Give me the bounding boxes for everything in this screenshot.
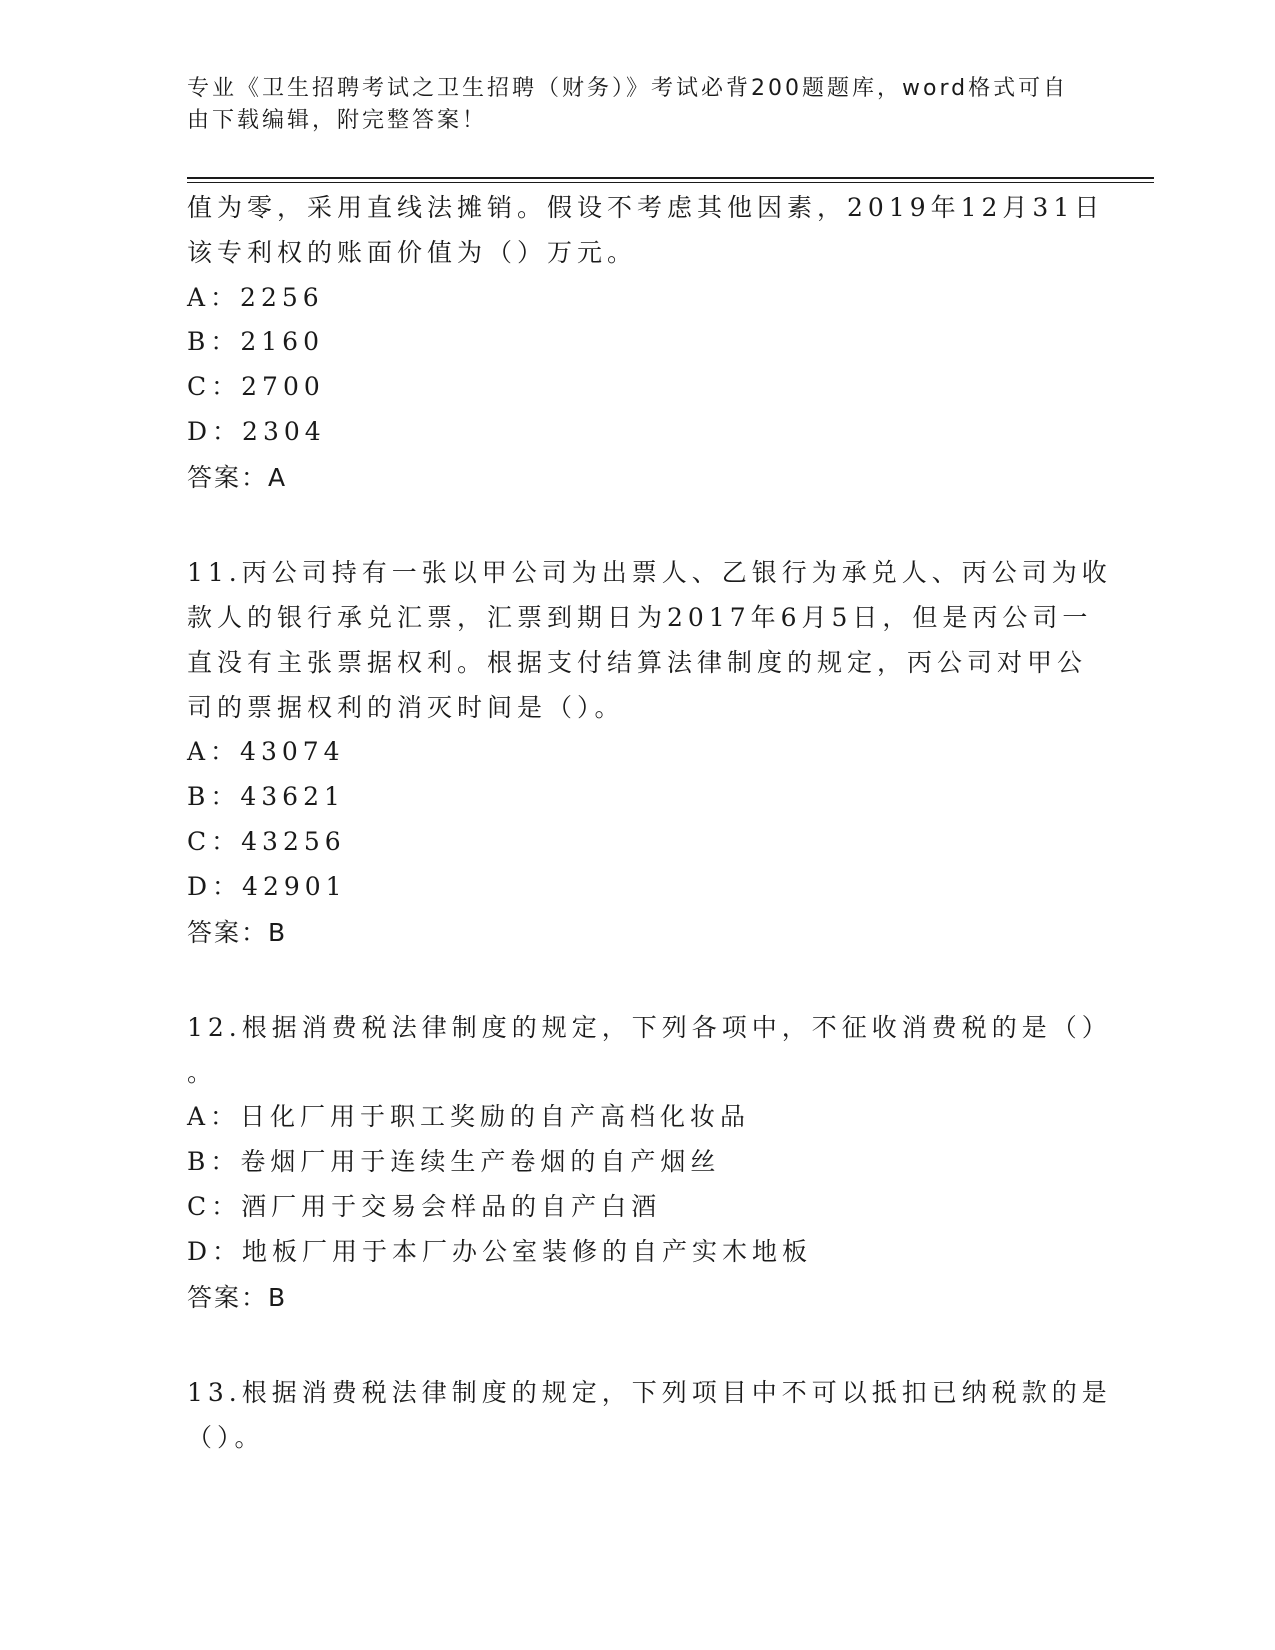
question-12-option-b: B：卷烟厂用于连续生产卷烟的自产烟丝 xyxy=(187,1147,721,1176)
header-divider xyxy=(187,177,1154,179)
question-13-text-line-1: 13.根据消费税法律制度的规定，下列项目中不可以抵扣已纳税款的是 xyxy=(187,1378,1112,1407)
question-12-text-line-1: 12.根据消费税法律制度的规定，下列各项中，不征收消费税的是（） xyxy=(187,1013,1112,1042)
question-10-text-line-1: 值为零，采用直线法摊销。假设不考虑其他因素，2019年12月31日 xyxy=(187,193,1105,222)
question-11-option-a: A：43074 xyxy=(187,737,345,766)
header-line-1: 专业《卫生招聘考试之卫生招聘（财务）》考试必背200题题库，word格式可自 xyxy=(187,76,1069,101)
question-11-option-d: D：42901 xyxy=(187,872,347,901)
question-11-option-b: B：43621 xyxy=(187,782,345,811)
question-11-answer: 答案：B xyxy=(187,918,288,947)
question-10-text-line-2: 该专利权的账面价值为（）万元。 xyxy=(187,238,638,267)
question-12-text-line-2: 。 xyxy=(187,1058,218,1087)
header-divider-thin xyxy=(187,182,1154,183)
question-11-text-line-2: 款人的银行承兑汇票，汇票到期日为2017年6月5日，但是丙公司一 xyxy=(187,603,1093,632)
question-10-answer: 答案：A xyxy=(187,463,288,492)
question-11-text-line-4: 司的票据权利的消灭时间是（）。 xyxy=(187,693,625,722)
question-11-option-c: C：43256 xyxy=(187,827,346,856)
question-11-text-line-3: 直没有主张票据权利。根据支付结算法律制度的规定，丙公司对甲公 xyxy=(187,648,1088,677)
question-12-option-c: C：酒厂用于交易会样品的自产白酒 xyxy=(187,1192,662,1221)
question-10-option-d: D：2304 xyxy=(187,417,326,446)
question-12-answer: 答案：B xyxy=(187,1283,288,1312)
question-13-text-line-2: （）。 xyxy=(187,1423,265,1452)
document-header xyxy=(187,73,1087,137)
question-12-option-a: A：日化厂用于职工奖励的自产高档化妆品 xyxy=(187,1102,751,1131)
question-10-option-b: B：2160 xyxy=(187,327,324,356)
question-12-option-d: D：地板厂用于本厂办公室装修的自产实木地板 xyxy=(187,1237,813,1266)
question-10-option-a: A：2256 xyxy=(187,283,324,312)
question-10-option-c: C：2700 xyxy=(187,372,325,401)
question-11-text-line-1: 11.丙公司持有一张以甲公司为出票人、乙银行为承兑人、丙公司为收 xyxy=(187,558,1112,587)
header-line-2: 由下载编辑，附完整答案！ xyxy=(187,108,488,133)
